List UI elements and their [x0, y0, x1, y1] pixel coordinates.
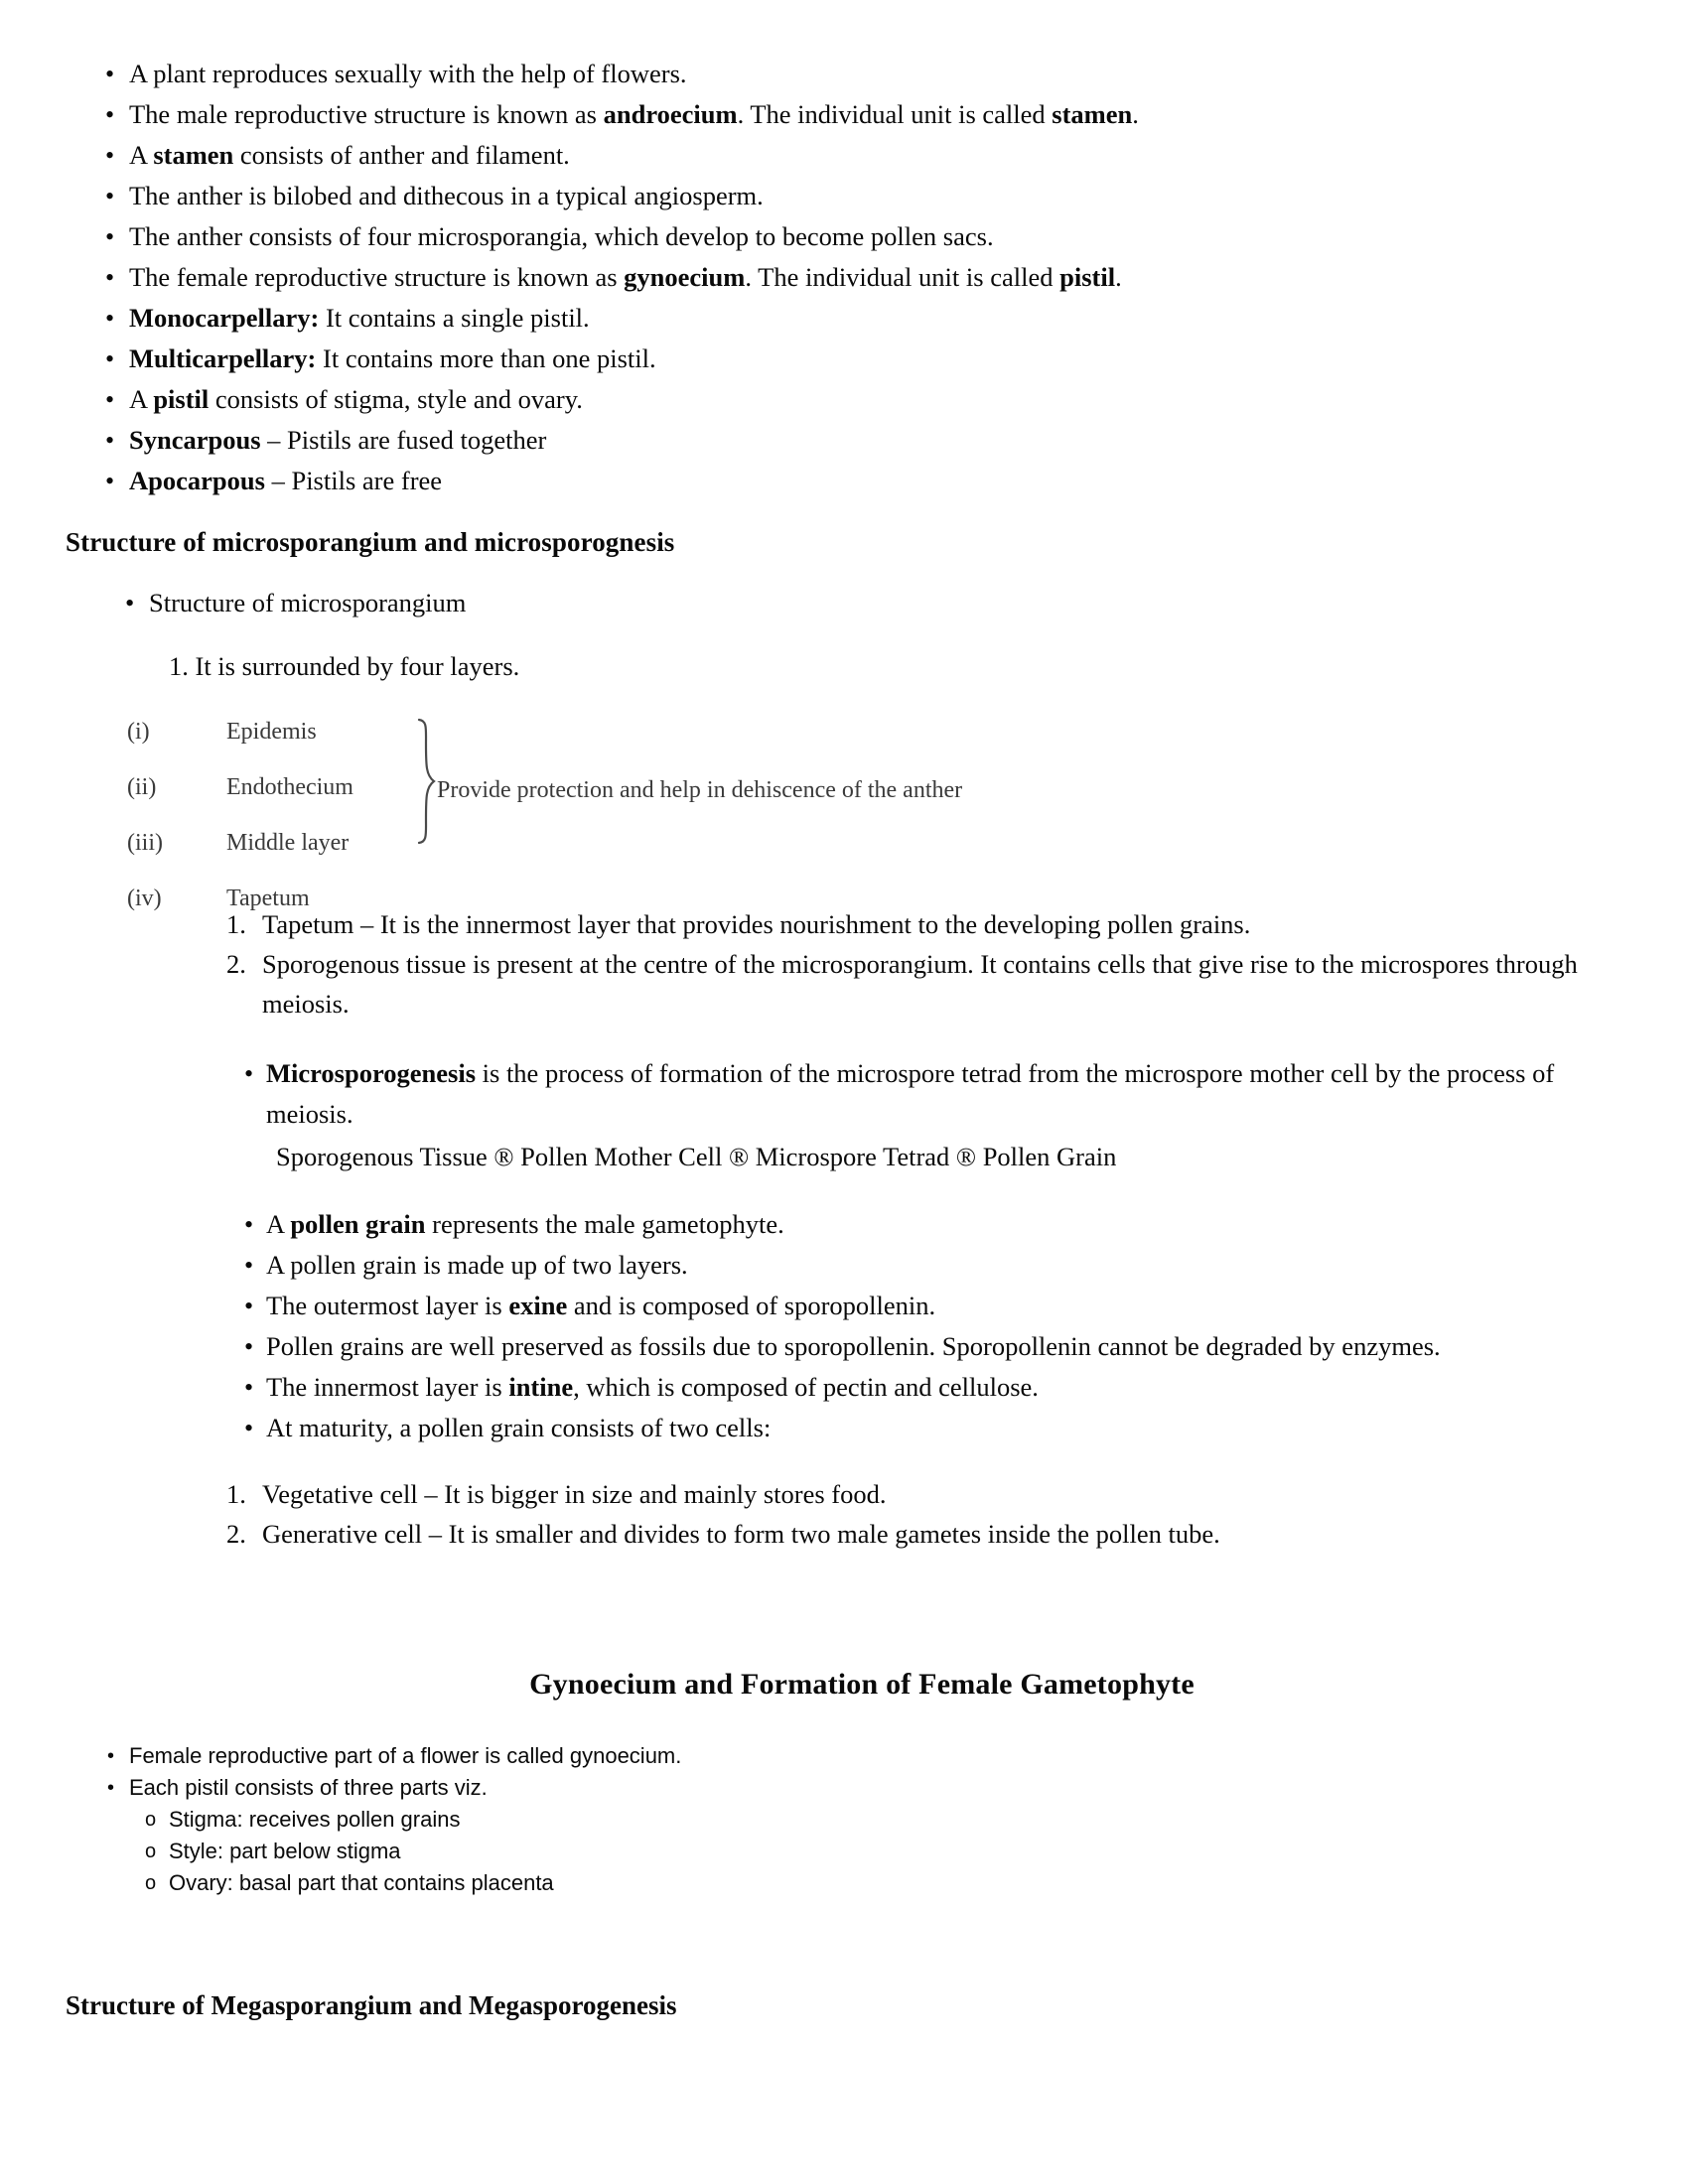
list-item-emphasis: stamen	[153, 140, 234, 170]
list-item-text-pre: The female reproductive structure is known as	[129, 262, 625, 292]
list-item	[87, 135, 1636, 176]
bullet-dot-icon: •	[105, 467, 115, 495]
sub-bullet-text: Structure of microsporangium	[149, 588, 467, 617]
layer-numeral: (iv)	[127, 886, 162, 911]
microsporogenesis-flow-line: Sporogenous Tissue ® Pollen Mother Cell ® Microspore Tetrad ® Pollen Grain	[276, 1142, 1117, 1171]
list-item-emphasis: stamen	[1052, 99, 1133, 129]
list-item	[87, 54, 1636, 94]
list-item-emphasis: pollen grain	[290, 1209, 426, 1239]
list-item	[87, 1740, 1636, 1772]
list-item-emphasis: Monocarpellary:	[129, 303, 320, 333]
ordered-list-item-text: Tapetum – It is the innermost layer that provides nourishment to the developing pollen grains.	[262, 909, 1251, 939]
list-item-text: Pollen grains are well preserved as fossils due to sporopollenin. Sporopollenin cannot be degraded by enzymes.	[266, 1331, 1441, 1361]
bullet-dot-icon: •	[105, 60, 115, 88]
list-item	[87, 1867, 1636, 1899]
list-item-text-mid: . The individual unit is called	[745, 262, 1060, 292]
list-item-text: A pollen grain is made up of two layers.	[266, 1250, 688, 1280]
list-item-text-pre: A	[129, 140, 154, 170]
list-item	[226, 1326, 1636, 1367]
layer-name: Middle layer	[226, 830, 350, 856]
list-item-text-pre: A	[129, 384, 154, 414]
list-item-text-post: It contains more than one pistil.	[316, 343, 656, 373]
list-item-text-pre: The outermost layer is	[266, 1291, 509, 1320]
bullet-dot-icon: •	[105, 426, 115, 455]
list-item	[226, 1408, 1636, 1448]
list-item-text: The anther is bilobed and dithecous in a typical angiosperm.	[129, 181, 764, 210]
ordered-list-item-text: Generative cell – It is smaller and divides to form two male gametes inside the pollen tube.	[262, 1519, 1220, 1549]
bullet-dot-icon: •	[244, 1292, 254, 1320]
bullet-dot-icon: •	[105, 100, 115, 129]
list-item-text-post: consists of anther and filament.	[233, 140, 570, 170]
list-item-text-post: consists of stigma, style and ovary.	[209, 384, 583, 414]
bullet-dot-icon: •	[125, 588, 135, 617]
bullet-circle-icon: o	[145, 1841, 157, 1862]
ordered-list-item	[226, 904, 1636, 944]
list-item	[87, 298, 1636, 339]
list-item-text-post: – Pistils are fused together	[260, 425, 547, 455]
bullet-dot-icon: •	[244, 1332, 254, 1361]
bullet-circle-icon: o	[145, 1872, 157, 1894]
list-item-text: A plant reproduces sexually with the help of flowers.	[129, 59, 687, 88]
list-item-emphasis: Multicarpellary:	[129, 343, 317, 373]
layer-name: Epidemis	[226, 719, 317, 745]
list-item-text-pre: The male reproductive structure is known as	[129, 99, 604, 129]
list-item	[87, 1772, 1636, 1804]
list-item-text: The anther consists of four microsporangia, which develop to become pollen sacs.	[129, 221, 994, 251]
list-item-text: At maturity, a pollen grain consists of two cells:	[266, 1413, 772, 1442]
list-item-text-post: It contains a single pistil.	[319, 303, 590, 333]
list-item-text-post: and is composed of sporopollenin.	[567, 1291, 936, 1320]
bullet-dot-icon: •	[105, 263, 115, 292]
layer-numeral: (i)	[127, 719, 150, 745]
microsporogenesis-bullet-list	[226, 1053, 1636, 1135]
bullet-dot-icon: •	[107, 1745, 115, 1767]
layer-row-2	[127, 767, 425, 807]
list-item	[87, 1836, 1636, 1867]
list-item	[87, 94, 1636, 135]
bullet-circle-icon: o	[145, 1809, 157, 1831]
ordered-list-item-text: Vegetative cell – It is bigger in size and mainly stores food.	[262, 1479, 887, 1509]
bullet-dot-icon: •	[105, 344, 115, 373]
gynoecium-section	[87, 1740, 1636, 1899]
bullet-dot-icon: •	[105, 182, 115, 210]
layer-row-1	[127, 712, 425, 751]
page-content	[66, 54, 1636, 2022]
ordered-list-item	[226, 944, 1636, 1024]
list-item-emphasis: Microsporogenesis	[266, 1058, 477, 1088]
list-item-text-mid: . The individual unit is called	[737, 99, 1053, 129]
bullet-dot-icon: •	[105, 385, 115, 414]
list-number: 2.	[226, 949, 246, 979]
list-number: 1.	[226, 1479, 246, 1509]
layer-row-3	[127, 823, 425, 863]
bullet-dot-icon: •	[244, 1210, 254, 1239]
layer-numeral: (iii)	[127, 830, 163, 856]
list-item-text: Female reproductive part of a flower is called gynoecium.	[129, 1743, 682, 1768]
list-item-text-post: represents the male gametophyte.	[425, 1209, 784, 1239]
list-item-emphasis: pistil	[1059, 262, 1116, 292]
bullet-dot-icon: •	[105, 222, 115, 251]
section-heading-megasporangium: Structure of Megasporangium and Megasporogenesis	[66, 1990, 677, 2020]
pollen-grain-bullet-list	[226, 1204, 1636, 1448]
bullet-dot-icon: •	[105, 141, 115, 170]
bullet-dot-icon: •	[244, 1414, 254, 1442]
tapetum-ordered-list	[87, 904, 1636, 1024]
list-item	[226, 1204, 1636, 1245]
list-item	[87, 216, 1636, 257]
list-item	[87, 257, 1636, 298]
list-item	[87, 420, 1636, 461]
list-item	[87, 176, 1636, 216]
list-item-text: Style: part below stigma	[169, 1839, 401, 1863]
list-item-text: Ovary: basal part that contains placenta	[169, 1870, 554, 1895]
page-title-gynoecium: Gynoecium and Formation of Female Gametophyte	[529, 1668, 1195, 1701]
numbered-item-four-layers: 1. It is surrounded by four layers.	[169, 651, 520, 681]
list-item-emphasis: gynoecium	[624, 262, 746, 292]
list-item	[226, 1367, 1636, 1408]
ordered-list-item-text: Sporogenous tissue is present at the centre of the microsporangium. It contains cells that give rise to the microspores through meiosis.	[262, 949, 1578, 1019]
intro-bullet-list	[87, 54, 1636, 501]
list-item-emphasis: pistil	[153, 384, 210, 414]
layer-name: Tapetum	[226, 886, 310, 911]
bullet-dot-icon: •	[244, 1059, 254, 1088]
anther-wall-layers-diagram	[107, 712, 1636, 911]
list-item	[87, 461, 1636, 501]
list-item-text-post: .	[1132, 99, 1139, 129]
list-item-emphasis: Syncarpous	[129, 425, 261, 455]
brace-description-text: Provide protection and help in dehiscence of the anther	[437, 777, 963, 803]
list-number: 2.	[226, 1519, 246, 1549]
list-item-text-post: – Pistils are free	[264, 466, 443, 495]
ordered-list-item	[226, 1514, 1636, 1554]
curly-brace-icon	[415, 718, 435, 835]
layer-name: Endothecium	[226, 774, 353, 800]
bullet-dot-icon: •	[105, 304, 115, 333]
bullet-dot-icon: •	[244, 1373, 254, 1402]
list-item-text-post: is the process of formation of the microspore tetrad from the microspore mother cell by the process of meiosis.	[266, 1058, 1555, 1129]
sub-bullet-structure-microsporangium	[107, 583, 1636, 622]
list-item	[87, 339, 1636, 379]
ordered-list-item	[226, 1474, 1636, 1514]
list-number: 1.	[226, 909, 246, 939]
section-heading-microsporangium: Structure of microsporangium and microsporognesis	[66, 527, 675, 557]
list-item-emphasis: intine	[508, 1372, 574, 1402]
list-item	[226, 1245, 1636, 1286]
list-item	[87, 379, 1636, 420]
list-item-text-post: , which is composed of pectin and cellulose.	[573, 1372, 1039, 1402]
list-item	[87, 1804, 1636, 1836]
list-item	[226, 1286, 1636, 1326]
list-item-text-pre: The innermost layer is	[266, 1372, 509, 1402]
pollen-cells-ordered-list	[87, 1474, 1636, 1554]
list-item-emphasis: exine	[508, 1291, 568, 1320]
list-item-text: Stigma: receives pollen grains	[169, 1807, 461, 1832]
list-item	[226, 1053, 1636, 1135]
pistil-parts-sub-list	[87, 1804, 1636, 1899]
bullet-dot-icon: •	[244, 1251, 254, 1280]
gynoecium-bullet-list	[87, 1740, 1636, 1804]
list-item-emphasis: androecium	[603, 99, 738, 129]
list-item-emphasis: Apocarpous	[129, 466, 265, 495]
list-item-text-pre: A	[266, 1209, 291, 1239]
list-item-text: Each pistil consists of three parts viz.	[129, 1775, 488, 1800]
layer-numeral: (ii)	[127, 774, 157, 800]
bullet-dot-icon: •	[107, 1777, 115, 1799]
list-item-text-post: .	[1115, 262, 1122, 292]
